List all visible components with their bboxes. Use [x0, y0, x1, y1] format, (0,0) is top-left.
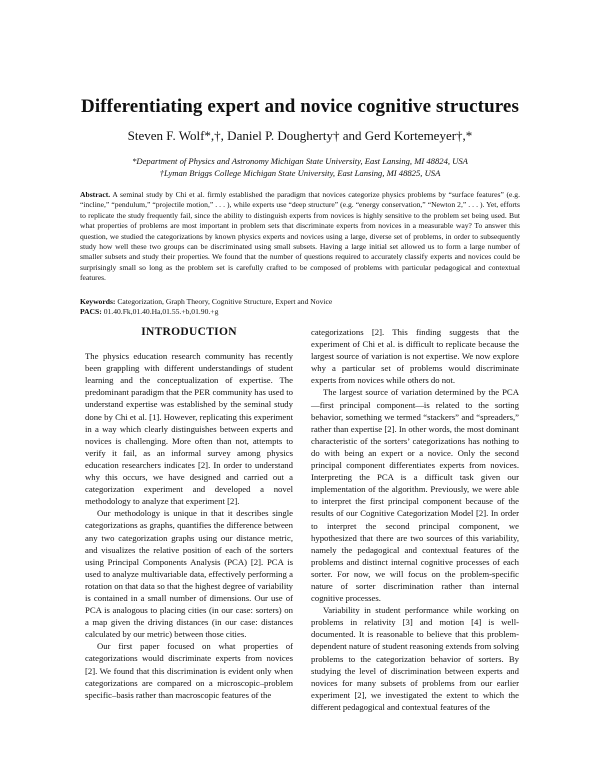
pacs-text: 01.40.Fk,01.40.Ha,01.55.+b,01.90.+g	[103, 307, 219, 316]
affiliation-1: *Department of Physics and Astronomy Michigan State University, East Lansing, MI 48824, USA	[132, 156, 468, 166]
body-paragraph: Variability in student performance while working on problems in relativity [3] and motion [4] is well-documented. It is reasonable to believe that this problem-dependent nature of student reasoning extends from solving problems to the categorization behavior of sorters. By studying the level of discrimination between experts and novices for many subsets of problems from our earlier experiment [2], we investigated the extent to which the different pedagogical and contextual features of the	[311, 605, 519, 712]
abstract-text: A seminal study by Chi et al. firmly established the paradigm that novices categorize physics problems by “surface features” (e.g. “incline,” “pendulum,” “projectile motion,” . . . ), while experts use “deep structure” (e.g. “energy conservation,” “Newton 2,” . . . ). Yet, efforts to replicate the study frequently fail, since the ability to distinguish experts from novices is highly sensitive to the problem set being used. But what properties of problems are most important in problem sets that discriminate experts from novices in a measurable way? To answer this question, we studied the categorizations by known physics experts and novices using a large, diverse set of problems, in order to subsequently study how well these two groups can be discriminated using small subsets. Having a large initial set allowed us to form a large number of smaller subsets and study their properties. We found that the number of questions required to accurately classify experts and novices could be surprisingly small so long as the problem set is carefully crafted to be composed of problems with particular pedagogical and contextual features.	[80, 190, 520, 283]
body-paragraph: Our methodology is unique in that it describes single categorizations as graphs, quantifies the difference between any two categorization graphs using our distance metric, and visualizes the relative position of each of the sorters using Principal Components Analysis (PCA) [2]. PCA is used to analyze multivariable data, effectively performing a rotation on that data so that the highest degree of variability is contained in a small number of dimensions. Our use of PCA is analogous to placing cities (in our case: sorters) on a map given the driving distances (in our case: distances calculated by our metric) between those cities.	[85, 508, 293, 640]
pacs-line	[80, 307, 520, 317]
keywords-label: Keywords:	[80, 297, 116, 306]
paper-title: Differentiating expert and novice cognitive structures	[81, 96, 519, 117]
body-paragraph: categorizations [2]. This finding suggests that the experiment of Chi et al. is difficult to replicate because the largest source of variation is not expertise. We now explore why a particular set of problems would discriminate experts from novices while others do not.	[311, 327, 519, 386]
affiliation-2: †Lyman Briggs College Michigan State University, East Lansing, MI 48825, USA	[159, 168, 441, 178]
abstract-label: Abstract.	[80, 190, 111, 199]
body-paragraph: Our first paper focused on what properties of categorizations would discriminate experts from novices [2]. We found that this discrimination is evident only when categorizations are compared on a microscopic–problem specific–basis rather than macroscopic features of the	[85, 641, 293, 700]
author-list: Steven F. Wolf*,†, Daniel P. Dougherty† and Gerd Kortemeyer†,*	[127, 128, 473, 143]
abstract	[80, 190, 520, 284]
pacs-label: PACS:	[80, 307, 102, 316]
keywords-line	[80, 297, 520, 307]
right-column	[311, 326, 519, 713]
body-paragraph: The largest source of variation determined by the PCA—first principal component—is related to the sorting behavior, something we termed “stackers” and “spreaders,” rather than expertise [2]. In other words, the most dominant characteristic of the sorters’ categorizations has nothing to do with being an expert or a novice. Only the second principal component differentiates experts from novices. Interpreting the PCA is a difficult task given our implementation of the algorithm. Previously, we were able to interpret the first principal component because of the results of our Cognitive Categorization Model [2]. In order to interpret the second principal component, we hypothesized that there are two sources of this variability, namely the pedagogical and contextual features of the problems and distinct internal cognitive processes of each sorter. For now, we will focus on the problem-specific nature of sorter discrimination rather than internal cognitive processes.	[311, 387, 519, 604]
section-heading: INTRODUCTION	[141, 326, 237, 338]
left-column	[85, 326, 293, 701]
keywords-text: Categorization, Graph Theory, Cognitive Structure, Expert and Novice	[117, 297, 333, 306]
body-paragraph: The physics education research community has recently been grappling with different understandings of student learning and the conceptualization of expertise. The predominant paradigm that the PER community has used to understand expertise was established by the seminal study done by Chi et al. [1]. However, replicating this experiment in a way which clearly distinguishes between experts and novices is challenging. More often than not, attempts to verify it fail, as an informal survey among physics education researchers indicates [2]. In order to understand why this occurs, we have designed and carried out a categorization experiment and developed a novel methodology to analyze that experiment [2].	[85, 351, 293, 507]
